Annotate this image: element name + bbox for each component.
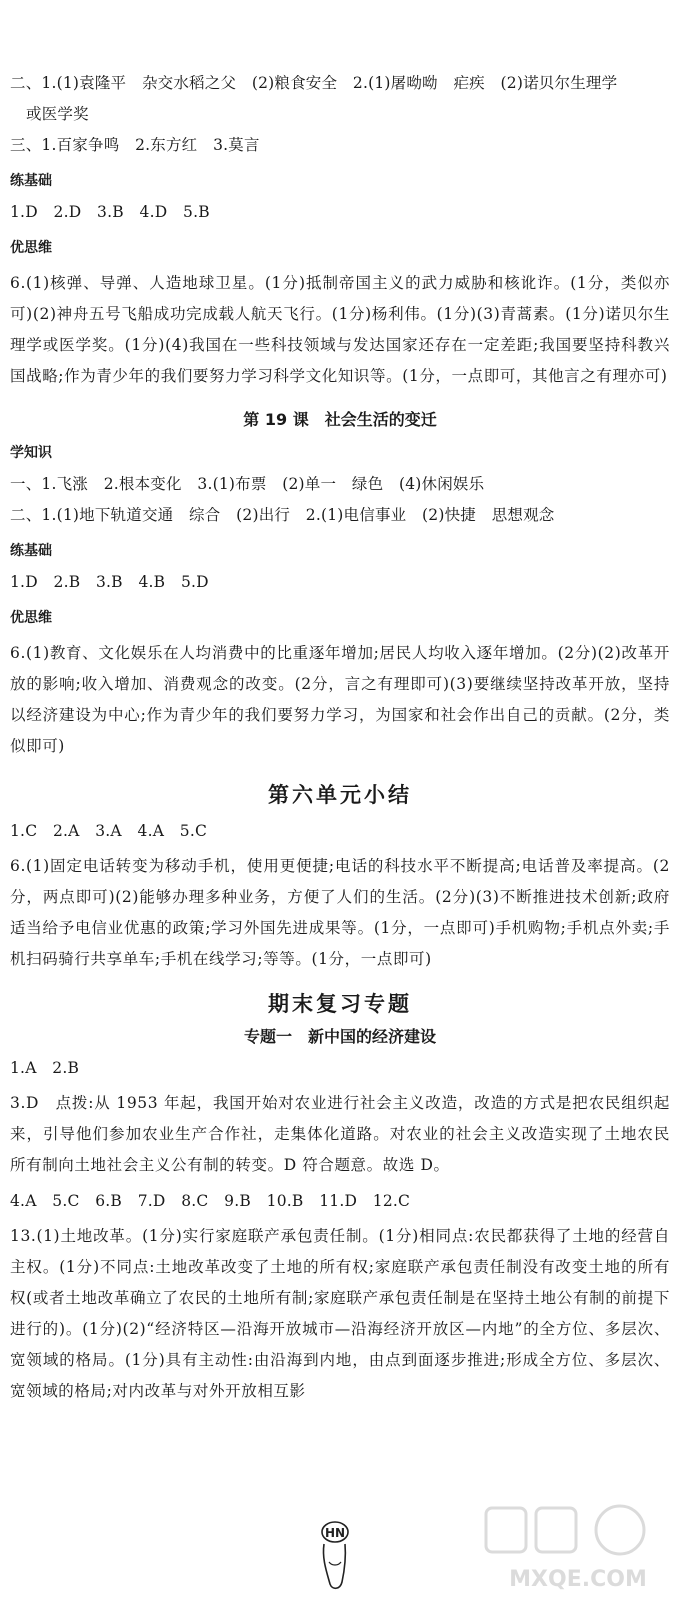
- final-answers-1-2: 1.A 2.B: [10, 1059, 80, 1077]
- lesson19-label-practice: 练基础: [10, 543, 52, 559]
- lesson19-label-thinking: 优思维: [10, 610, 52, 626]
- answer-line-section2-cont: 或医学奖: [26, 105, 89, 123]
- question-6-answer: 6.(1)核弹、导弹、人造地球卫星。(1分)抵制帝国主义的武力威胁和核讹诈。(1分，类似亦可)(2)神舟五号飞船成功完成载人航天飞行。(1分)杨利伟。(1分)(3)青蒿素。(1分)诺贝尔生理学或医学奖。(1分)(4)我国在一些科技领域与发达国家还存在一定差距;我国要坚持科教兴国战略;作为青少年的我们要努力学习科学文化知识等。(1分，一点即可，其他言之有理亦可): [10, 274, 670, 385]
- section-label-learn: 学知识: [10, 445, 52, 461]
- logo-text: HN: [324, 1526, 346, 1540]
- watermark-logo-icon: [478, 1500, 678, 1596]
- section-label-practice: 练基础: [10, 173, 52, 189]
- final-answer-3: 3.D 点拨:从 1953 年起，我国开始对农业进行社会主义改造，改造的方式是把农民组织起来，引导他们参加农业生产合作社，走集体化道路。对农业的社会主义改造实现了土地农民所有制向土地社会主义公有制的转变。D 符合题意。故选 D。: [10, 1094, 670, 1174]
- unit6-question-6-answer: 6.(1)固定电话转变为移动手机，使用更便捷;电话的科技水平不断提高;电话普及率提高。(2分，两点即可)(2)能够办理多种业务，方便了人们的生活。(2分)(3)不断推进技术创新;政府适当给予电信业优惠的政策;学习外国先进成果等。(1分，一点即可)手机购物;手机点外卖;手机扫码骑行共享单车;手机在线学习;等等。(1分，一点即可): [10, 857, 670, 968]
- answer-line-section3: 三、1.百家争鸣 2.东方红 3.莫言: [10, 136, 260, 154]
- lesson19-answer-line-1: 一、1.飞涨 2.根本变化 3.(1)布票 (2)单一 绿色 (4)休闲娱乐: [10, 475, 485, 493]
- lesson19-practice-answers: 1.D 2.B 3.B 4.B 5.D: [10, 573, 209, 591]
- answer-line-section2: 二、1.(1)袁隆平 杂交水稻之父 (2)粮食安全 2.(1)屠呦呦 疟疾 (2)诺贝尔生理学: [10, 74, 618, 92]
- publisher-logo-icon: [312, 1518, 358, 1594]
- topic-1-title: 专题一 新中国的经济建设: [243, 1027, 436, 1046]
- lesson19-answer-line-2: 二、1.(1)地下轨道交通 综合 (2)出行 2.(1)电信事业 (2)快捷 思想观念: [10, 506, 555, 524]
- final-answers-4-12: 4.A 5.C 6.B 7.D 8.C 9.B 10.B 11.D 12.C: [10, 1192, 411, 1210]
- lesson19-question-6-answer: 6.(1)教育、文化娱乐在人均消费中的比重逐年增加;居民人均收入逐年增加。(2分)(2)改革开放的影响;收入增加、消费观念的改变。(2分，言之有理即可)(3)要继续坚持改革开放，坚持以经济建设为中心;作为青少年的我们要努力学习，为国家和社会作出自己的贡献。(2分，类似即可): [10, 644, 670, 755]
- final-answer-13: 13.(1)土地改革。(1分)实行家庭联产承包责任制。(1分)相同点:农民都获得了土地的经营自主权。(1分)不同点:土地改革改变了土地的所有权;家庭联产承包责任制没有改变土地的所有权(或者土地改革确立了农民的土地所有制;家庭联产承包责任制是在坚持土地公有制的前提下进行的)。(1分)(2)“经济特区—沿海开放城市—沿海经济开放区—内地”的全方位、多层次、宽领域的格局。(1分)具有主动性:由沿海到内地，由点到面逐步推进;形成全方位、多层次、宽领域的格局;对内改革与对外开放相互影: [10, 1227, 670, 1400]
- section-label-thinking: 优思维: [10, 240, 52, 256]
- unit-6-summary-title: 第六单元小结: [268, 782, 412, 807]
- practice-answers: 1.D 2.D 3.B 4.D 5.B: [10, 203, 210, 221]
- lesson-19-title: 第 19 课 社会生活的变迁: [243, 410, 437, 429]
- final-review-title: 期末复习专题: [268, 991, 412, 1016]
- watermark-text: MXQE.COM: [509, 1567, 647, 1592]
- unit6-answers: 1.C 2.A 3.A 4.A 5.C: [10, 822, 208, 840]
